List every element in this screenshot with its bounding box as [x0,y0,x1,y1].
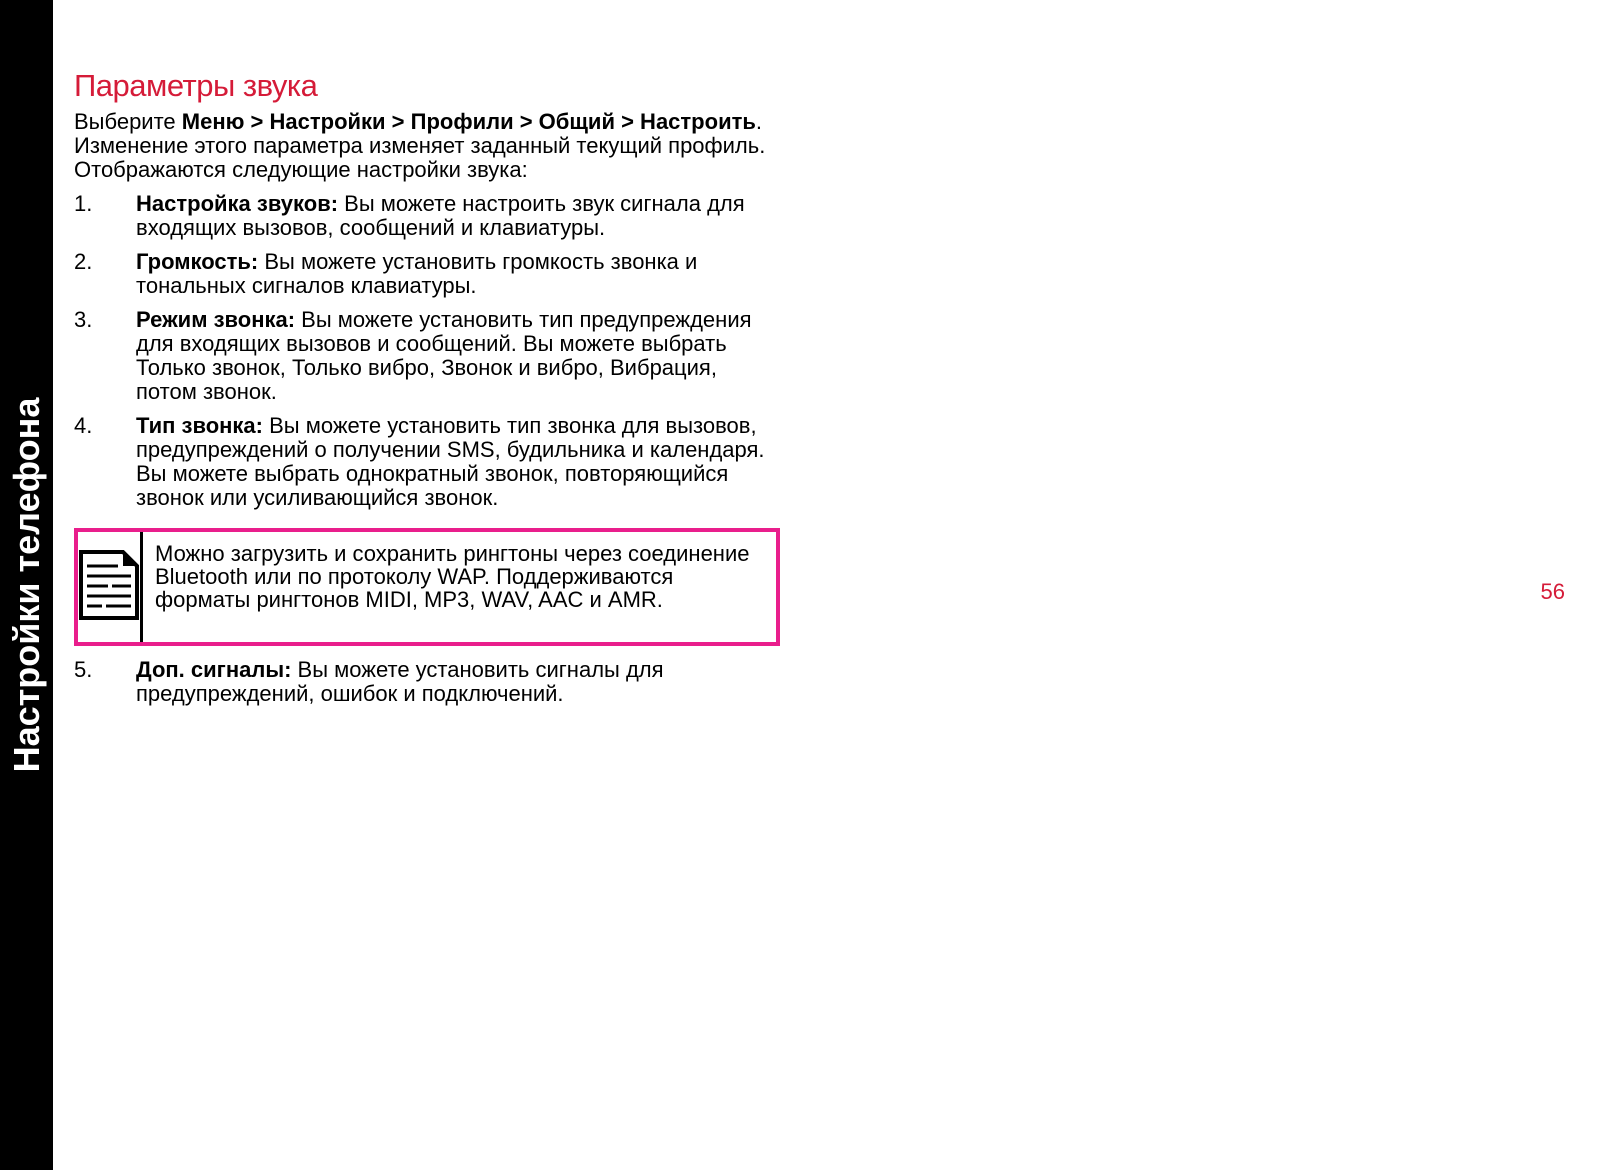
step-term: Доп. сигналы: [136,657,292,682]
step-text: Вы можете настроить звук сигнала для входящих вызовов, сообщений и клавиатуры. [136,191,745,240]
side-tab-label: Настройки телефона [6,397,47,773]
step-number: 3. [74,307,93,332]
list-item [74,250,776,298]
intro-prefix: Выберите [74,109,182,134]
step-number: 2. [74,249,93,274]
note-text: Можно загрузить и сохранить рингтоны через соединение Bluetooth или по протоколу WAP. Поддерживаются форматы рингтонов MIDI, MP3, WAV, AAC и AMR. [155,541,750,612]
step-term: Настройка звуков: [136,191,339,216]
note-icon-cell [78,532,143,642]
side-tab [0,0,53,1170]
list-item [74,192,776,240]
step-number: 4. [74,413,93,438]
list-item [74,308,776,404]
step-text: Вы можете установить тип звонка для вызовов, предупреждений о получении SMS, будильника и календаря. Вы можете выбрать однократный звонок, повторяющийся звонок или усиливающийся звонок. [136,413,765,510]
list-item [74,658,776,706]
steps-list-continued [74,658,794,706]
step-number: 1. [74,191,93,216]
note-document-icon [78,549,140,626]
intro-suffix: . Изменение этого параметра изменяет заданный текущий профиль. Отображаются следующие настройки звука: [74,109,766,182]
step-text: Вы можете установить тип предупреждения для входящих вызовов и сообщений. Вы можете выбрать Только звонок, Только вибро, Звонок и вибро, Вибрация, потом звонок. [136,307,752,404]
step-number: 5. [74,657,93,682]
step-term: Тип звонка: [136,413,263,438]
main-content [74,66,794,716]
menu-path: Меню > Настройки > Профили > Общий > Настроить [181,109,756,134]
intro-paragraph [74,110,774,182]
list-item [74,414,776,510]
step-term: Режим звонка: [136,307,296,332]
section-title: Параметры звука [74,68,318,103]
note-box [74,528,780,646]
steps-list [74,192,794,510]
page-number: 56 [1540,579,1565,604]
step-text: Вы можете установить громкость звонка и тональных сигналов клавиатуры. [136,249,698,298]
step-text: Вы можете установить сигналы для предупреждений, ошибок и подключений. [136,657,664,706]
step-term: Громкость: [136,249,259,274]
